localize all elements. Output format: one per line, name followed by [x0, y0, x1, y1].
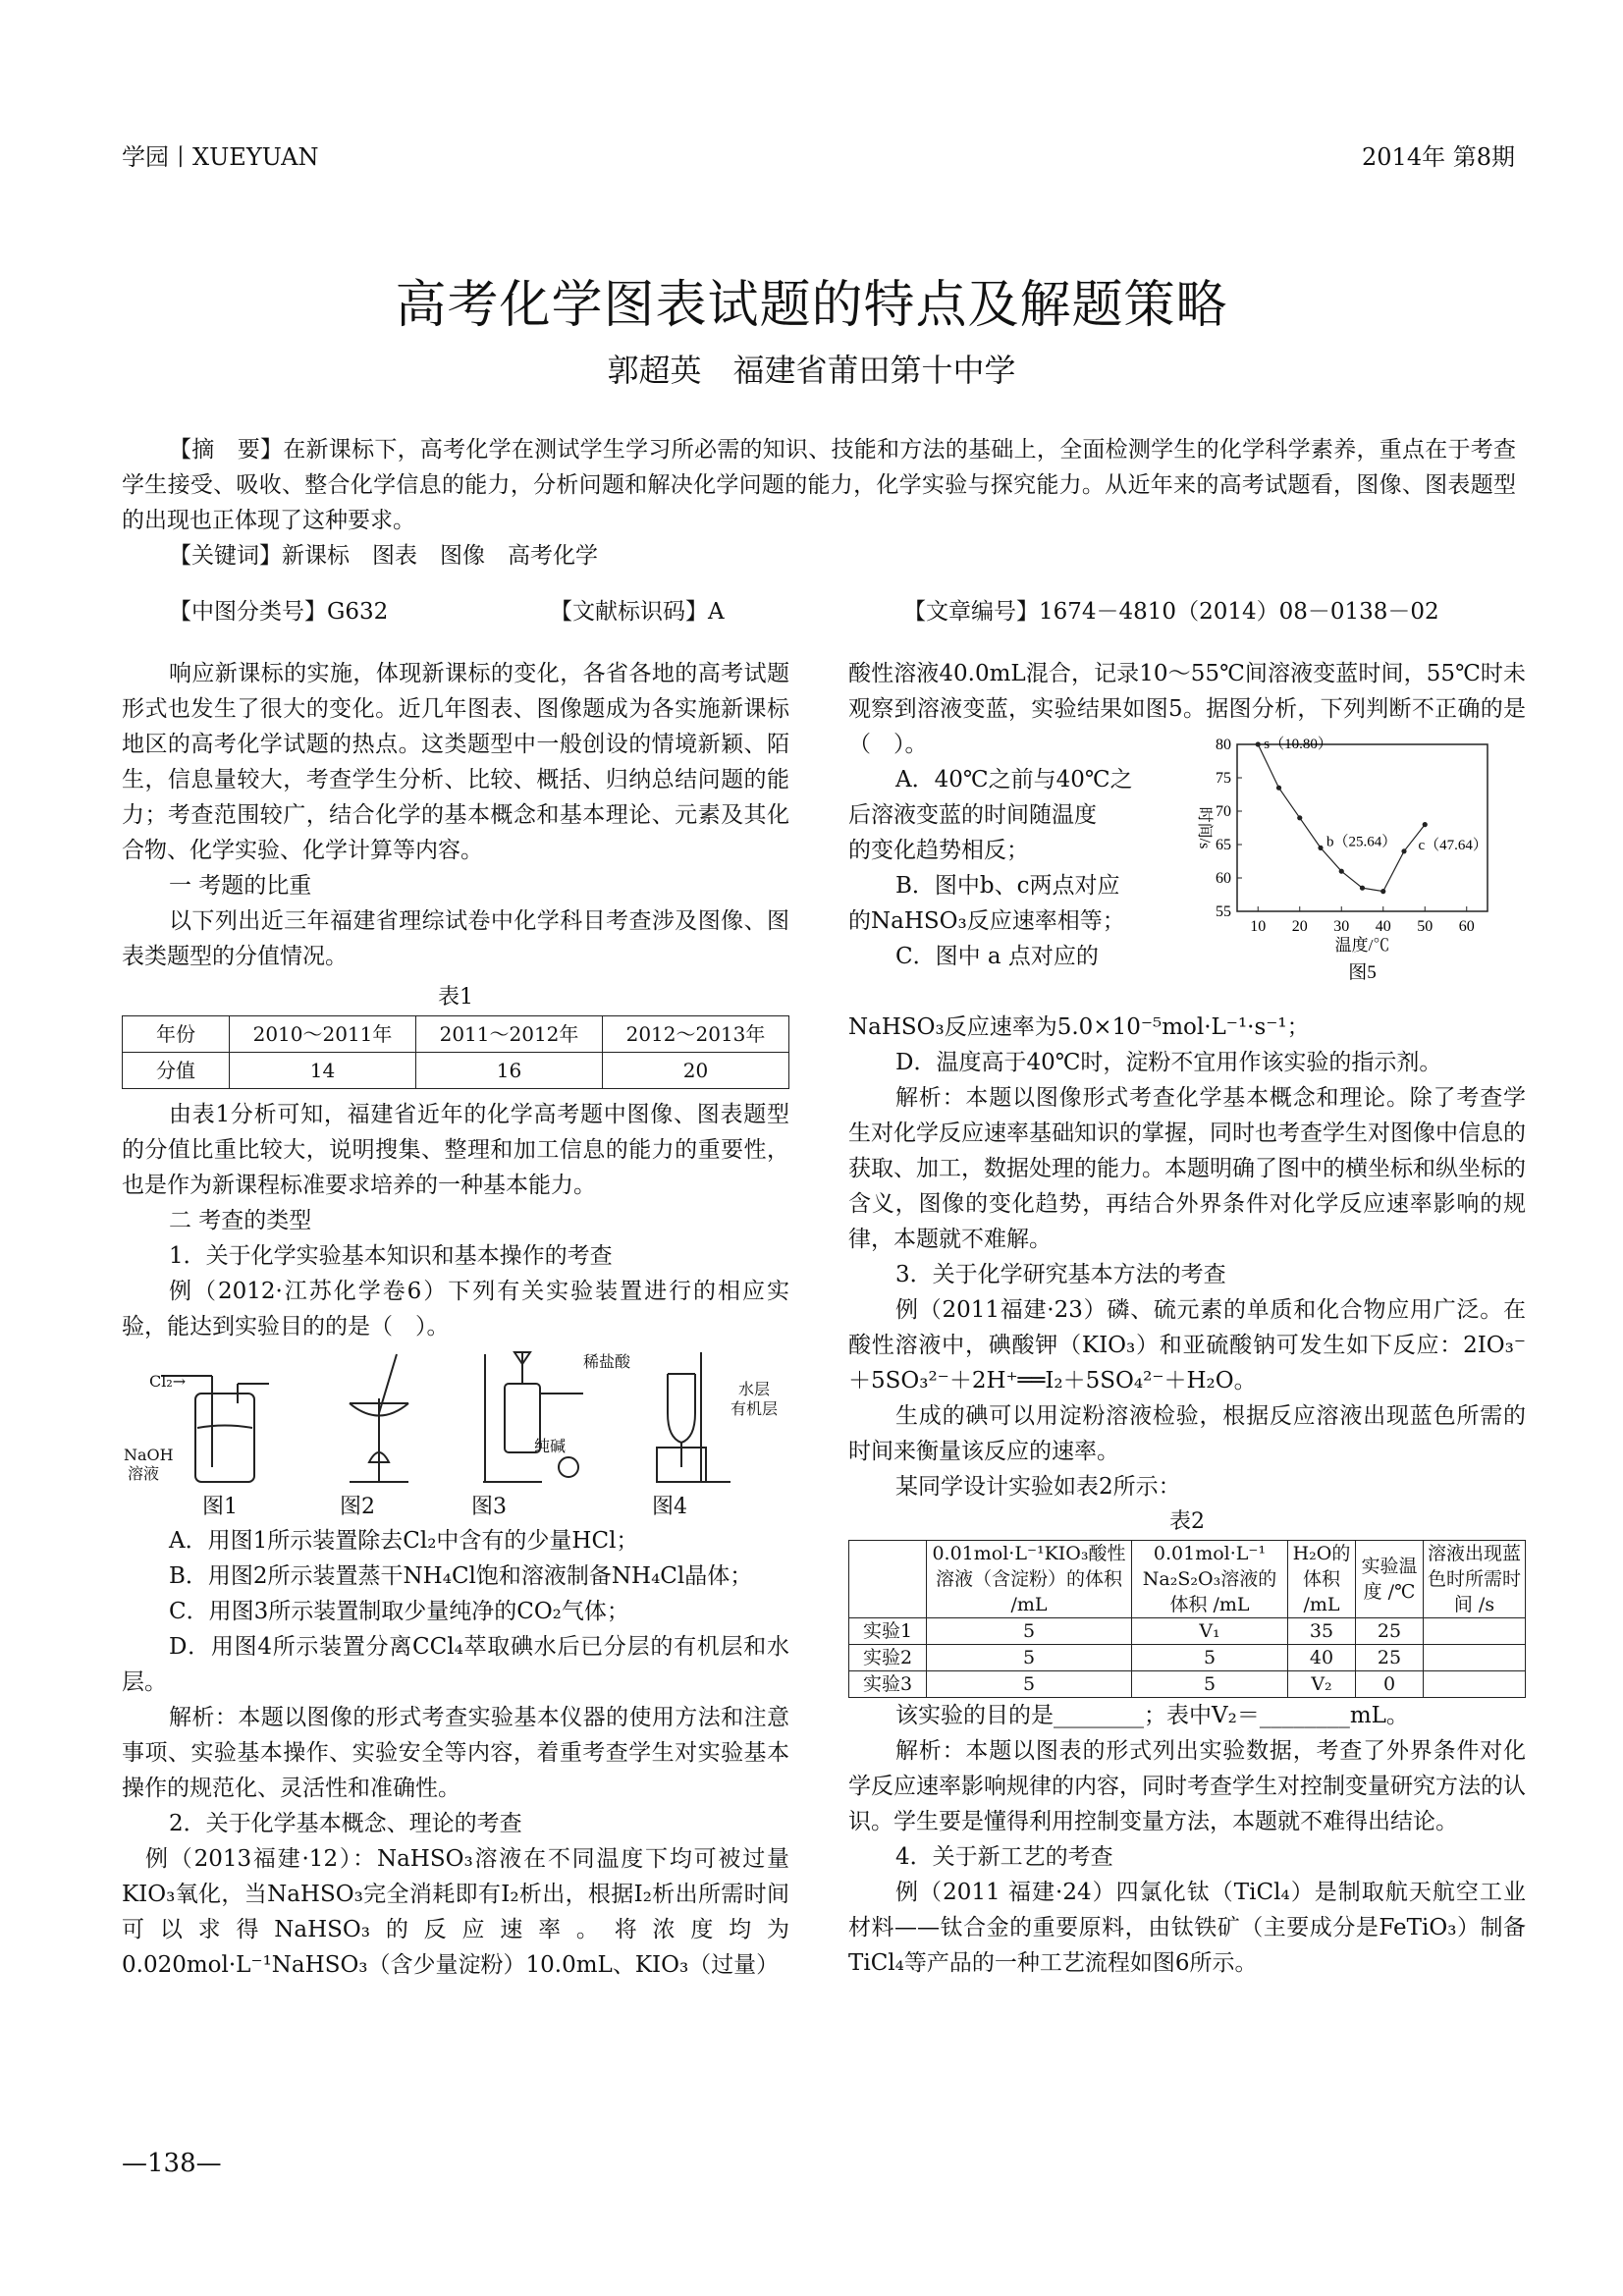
fig-label: 有机层 — [730, 1399, 779, 1418]
table-cell: 25 — [1356, 1645, 1424, 1671]
table-cell: 年份 — [123, 1016, 230, 1053]
table-cell: 2011～2012年 — [416, 1016, 603, 1053]
table-row — [849, 1618, 1526, 1645]
clc-number: 【中图分类号】G632 — [169, 599, 389, 625]
option-d: D．温度高于40℃时，淀粉不宜用作该实验的指示剂。 — [895, 1050, 1442, 1075]
article-number: 【文章编号】1674－4810（2014）08－0138－02 — [903, 599, 1439, 625]
question: 该实验的目的是________；表中V₂＝________mL。 — [895, 1703, 1409, 1728]
paragraph: 响应新课标的实施，体现新课标的变化，各省各地的高考试题形式也发生了很大的变化。近几年图表、图像题成为各实施新课标地区的高考化学试题的热点。这类题型中一般创设的情境新颖、陌生，信息量较大，考查学生分析、比较、概括、归纳总结问题的能力；考查范围较广，结合化学的基本概念和基本理论、元素及其化合物、化学实验、化学计算等内容。 — [122, 661, 789, 863]
point-annotation: s（10.80） — [1264, 737, 1332, 752]
subsection-heading: 4．关于新工艺的考查 — [895, 1844, 1113, 1870]
table-cell: 0.01mol·L⁻¹KIO₃酸性溶液（含淀粉）的体积 /mL — [927, 1541, 1132, 1618]
paragraph: 由表1分析可知，福建省近年的化学高考题中图像、图表题型的分值比重比较大，说明搜集、整理和加工信息的能力的重要性，也是作为新课程标准要求培养的一种基本能力。 — [122, 1102, 789, 1198]
option-b: B．用图2所示装置蒸干NH₄Cl饱和溶液制备NH₄Cl晶体； — [169, 1563, 753, 1589]
table-cell: 5 — [927, 1618, 1132, 1645]
analysis: 解析：本题以图像的形式考查实验基本仪器的使用方法和注意事项、实验基本操作、实验安全等内容，着重考查学生对实验基本操作的规范化、灵活性和准确性。 — [122, 1705, 789, 1801]
data-point — [1339, 869, 1344, 874]
option-b: B．图中b、c两点对应 — [895, 873, 1120, 899]
table-2 — [848, 1540, 1526, 1698]
table-cell: 0 — [1356, 1671, 1424, 1698]
point-annotation: c（47.64） — [1418, 837, 1488, 853]
option-a-cont: 后溶液变蓝的时间随温度 — [848, 802, 1097, 828]
x-tick-label: 30 — [1333, 918, 1350, 935]
table-cell: 0.01mol·L⁻¹ Na₂S₂O₃溶液的体积 /mL — [1132, 1541, 1288, 1618]
page-number: —138— — [122, 2149, 222, 2178]
paragraph: 生成的碘可以用淀粉溶液检验，根据反应溶液出现蓝色所需的时间来衡量该反应的速率。 — [848, 1403, 1526, 1464]
x-tick-label: 60 — [1458, 918, 1475, 935]
table-header-row — [849, 1541, 1526, 1618]
option-c: C．用图3所示装置制取少量纯净的CO₂气体； — [169, 1599, 629, 1624]
x-tick-label: 50 — [1417, 918, 1434, 935]
table-cell: 35 — [1288, 1618, 1356, 1645]
page-title: 高考化学图表试题的特点及解题策略 — [395, 276, 1228, 335]
table-cell: 溶液出现蓝色时所需时间 /s — [1424, 1541, 1526, 1618]
table-cell: 分值 — [123, 1053, 230, 1089]
issue-info: 2014年 第8期 — [1362, 143, 1515, 171]
x-tick-label: 20 — [1291, 918, 1308, 935]
table-cell: 20 — [603, 1053, 789, 1089]
example: 例（2012·江苏化学卷6）下列有关实验装置进行的相应实验，能达到实验目的的是（ ）。 — [122, 1279, 789, 1339]
y-tick-label: 80 — [1216, 737, 1231, 753]
paragraph: 以下列出近三年福建省理综试卷中化学科目考查涉及图像、图表类题型的分值情况。 — [122, 908, 789, 969]
table-cell: 14 — [230, 1053, 416, 1089]
x-tick-label: 10 — [1250, 918, 1267, 935]
paragraph: 某同学设计实验如表2所示： — [895, 1474, 1181, 1500]
subsection-heading: 3．关于化学研究基本方法的考查 — [895, 1262, 1226, 1287]
section-heading: 二 考查的类型 — [169, 1208, 312, 1233]
analysis: 解析：本题以图表的形式列出实验数据，考查了外界条件对化学反应速率影响规律的内容，同时考查学生对控制变量研究方法的认识。学生要是懂得利用控制变量方法，本题就不难得出结论。 — [848, 1738, 1526, 1834]
author-line: 郭超英 福建省莆田第十中学 — [607, 352, 1016, 389]
table-cell — [849, 1541, 927, 1618]
table-caption: 表2 — [1169, 1509, 1205, 1534]
option-a-cont: 的变化趋势相反； — [848, 838, 1029, 863]
table-cell: V₂ — [1288, 1671, 1356, 1698]
option-d: D．用图4所示装置分离CCl₄萃取碘水后已分层的有机层和水层。 — [122, 1634, 789, 1695]
fig-label: 纯碱 — [534, 1437, 567, 1455]
fig-caption: 图2 — [340, 1495, 375, 1519]
example: 例（2011福建·23）磷、硫元素的单质和化合物应用广泛。在酸性溶液中，碘酸钾（KIO₃）和亚硫酸钠可发生如下反应：2IO₃⁻＋5SO₃²⁻＋2H⁺══I₂＋5SO₄²⁻＋H₂O。 — [848, 1297, 1526, 1394]
y-tick-label: 75 — [1216, 770, 1231, 787]
section-heading: 一 考题的比重 — [169, 873, 312, 899]
analysis: 解析：本题以图像形式考查化学基本概念和理论。除了考查学生对化学反应速率基础知识的掌握，同时也考查学生对图像中信息的获取、加工，数据处理的能力。本题明确了图中的横坐标和纵坐标的含义，图像的变化趋势，再结合外界条件对化学反应速率影响的规律，本题就不难解。 — [848, 1085, 1526, 1252]
data-point — [1423, 822, 1428, 827]
table-row — [849, 1645, 1526, 1671]
table-cell — [1424, 1618, 1526, 1645]
option-c-cont: NaHSO₃反应速率为5.0×10⁻⁵mol·L⁻¹·s⁻¹； — [848, 1014, 1310, 1040]
example: 例（2013福建·12）：NaHSO₃溶液在不同温度下均可被过量KIO₃氧化，当NaHSO₃完全消耗即有I₂析出，根据I₂析出所需时间可以求得NaHSO₃的反应速率。将浓度均为0.020mol·L⁻¹NaHSO₃（含少量淀粉）10.0mL、KIO₃（过量） — [122, 1846, 789, 1978]
option-b-cont: 的NaHSO₃反应速率相等； — [848, 908, 1125, 934]
table-cell — [1424, 1645, 1526, 1671]
chart-caption: 图5 — [1348, 962, 1377, 983]
keywords: 【关键词】新课标 图表 图像 高考化学 — [169, 543, 598, 569]
point-annotation: b（25.64） — [1326, 834, 1397, 850]
table-cell: 40 — [1288, 1645, 1356, 1671]
table-1 — [122, 1015, 789, 1089]
fig-label: 稀盐酸 — [583, 1352, 631, 1371]
data-point — [1380, 889, 1385, 894]
option-a: A．40℃之前与40℃之 — [895, 767, 1133, 793]
table-header-row — [123, 1016, 789, 1053]
x-axis-label: 温度/℃ — [1334, 936, 1390, 955]
data-point — [1256, 741, 1261, 746]
y-tick-label: 55 — [1216, 903, 1231, 920]
table-row — [849, 1671, 1526, 1698]
journal-name: 学园丨XUEYUAN — [122, 143, 319, 171]
fig-caption: 图4 — [652, 1495, 687, 1519]
table-cell: 2010～2011年 — [230, 1016, 416, 1053]
fig-label: 溶液 — [128, 1464, 160, 1483]
data-point — [1360, 886, 1365, 891]
fig-caption: 图3 — [471, 1495, 507, 1519]
data-point — [1401, 848, 1406, 853]
table-caption: 表1 — [438, 985, 473, 1010]
table-cell: 16 — [416, 1053, 603, 1089]
table-cell: 25 — [1356, 1618, 1424, 1645]
apparatus-drawing — [122, 1344, 789, 1492]
option-c: C．图中 a 点对应的 — [895, 944, 1099, 969]
chart-figure-5 — [1178, 735, 1512, 990]
abstract: 【摘 要】在新课标下，高考化学在测试学生学习所必需的知识、技能和方法的基础上，全面检测学生的化学科学素养，重点在于考查学生接受、吸收、整合化学信息的能力，分析问题和解决化学问题的能力，化学实验与探究能力。从近年来的高考试题看，图像、图表题型的出现也正体现了这种要求。 — [122, 437, 1516, 533]
option-a: A．用图1所示装置除去Cl₂中含有的少量HCl； — [169, 1528, 639, 1554]
fig-label: NaOH — [124, 1446, 174, 1464]
table-cell: 实验2 — [849, 1645, 927, 1671]
table-cell: 5 — [927, 1645, 1132, 1671]
table-cell: 5 — [1132, 1671, 1288, 1698]
table-cell: 实验3 — [849, 1671, 927, 1698]
data-point — [1297, 815, 1302, 820]
left-column — [122, 656, 789, 1983]
x-tick-label: 40 — [1375, 918, 1391, 935]
y-tick-label: 60 — [1216, 870, 1231, 887]
table-cell — [1424, 1671, 1526, 1698]
y-tick-label: 70 — [1216, 803, 1231, 820]
y-tick-label: 65 — [1216, 837, 1231, 853]
right-column — [848, 656, 1526, 1981]
y-axis-label: 时间/s — [1196, 806, 1213, 849]
data-point — [1276, 786, 1281, 791]
table-cell: 5 — [1132, 1645, 1288, 1671]
table-cell: 实验1 — [849, 1618, 927, 1645]
table-cell: 2012～2013年 — [603, 1016, 789, 1053]
options-with-chart — [848, 737, 1526, 1010]
example: 例（2011 福建·24）四氯化钛（TiCl₄）是制取航天航空工业材料——钛合金的重要原料，由钛铁矿（主要成分是FeTiO₃）制备TiCl₄等产品的一种工艺流程如图6所示。 — [848, 1880, 1526, 1976]
fig-label: Cl₂→ — [149, 1372, 187, 1391]
table-row — [123, 1053, 789, 1089]
paragraph: 酸性溶液40.0mL混合，记录10～55℃间溶液变蓝时间，55℃时未观察到溶液变蓝，实验结果如图5。据图分析，下列判断不正确的是（ ）。 — [848, 661, 1526, 757]
doc-code: 【文献标识码】A — [550, 599, 725, 625]
apparatus-figures — [122, 1344, 789, 1523]
fig-label: 水层 — [738, 1380, 771, 1398]
fig-caption: 图1 — [202, 1495, 238, 1519]
table-cell: H₂O的体积 /mL — [1288, 1541, 1356, 1618]
table-cell: 5 — [927, 1671, 1132, 1698]
table-cell: 实验温度 /℃ — [1356, 1541, 1424, 1618]
subsection-heading: 2．关于化学基本概念、理论的考查 — [169, 1811, 522, 1836]
table-cell: V₁ — [1132, 1618, 1288, 1645]
data-point — [1318, 846, 1323, 850]
subsection-heading: 1．关于化学实验基本知识和基本操作的考查 — [169, 1243, 613, 1269]
